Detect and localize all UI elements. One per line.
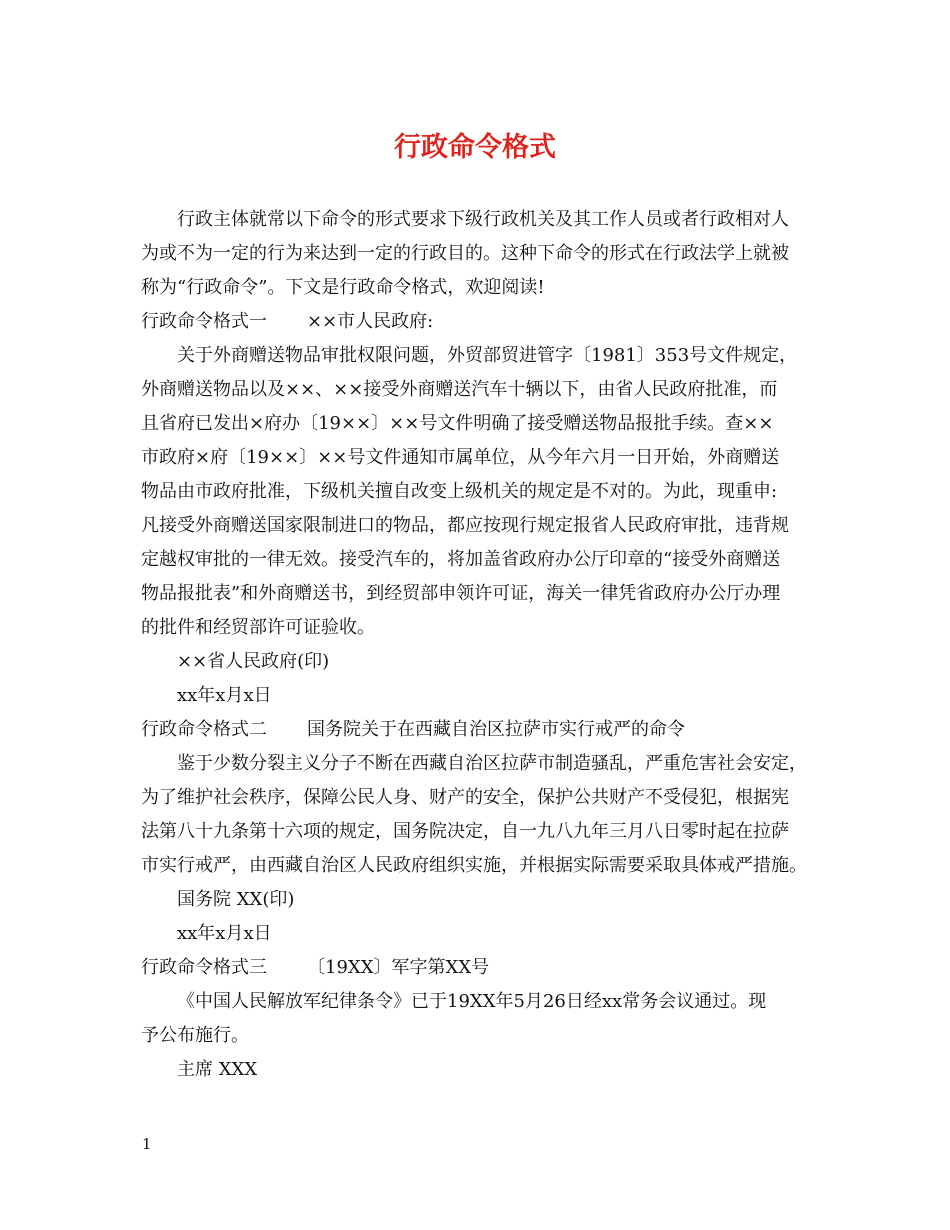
text-line: 法第八十九条第十六项的规定，国务院决定，自一九八九年三月八日零时起在拉萨 [141,821,789,842]
text-line: 予公布施行。 [141,1025,249,1046]
text-line: 定越权审批的一律无效。接受汽车的，将加盖省政府办公厅印章的“接受外商赠送 [141,549,781,570]
text-line: 称为“行政命令”。下文是行政命令格式，欢迎阅读! [141,277,545,298]
format1-body [141,339,821,645]
text-line: 行政主体就常以下命令的形式要求下级行政机关及其工作人员或者行政相对人 [177,209,789,230]
text-line: 物品由市政府批准，下级机关擅自改变上级机关的规定是不对的。为此，现重申: [141,481,778,502]
text-line: 市实行戒严，由西藏自治区人民政府组织实施，并根据实际需要采取具体戒严措施。 [141,855,807,876]
text-line: 为或不为一定的行为来达到一定的行政目的。这种下命令的形式在行政法学上就被 [141,243,789,264]
format2-body [141,747,821,883]
format3-label: 行政命令格式三 [141,957,267,978]
text-line: 物品报批表”和外商赠送书，到经贸部申领许可证，海关一律凭省政府办公厅办理 [141,583,781,604]
format1-label: 行政命令格式一 [141,311,267,332]
format3-signature: 主席 XXX [177,1059,258,1080]
text-line: 且省府已发出×府办〔19××〕××号文件明确了接受赠送物品报批手续。查×× [141,413,774,434]
format1-date: xx年x月x日 [177,685,272,706]
text-line: 为了维护社会秩序，保障公民人身、财产的安全，保护公共财产不受侵犯，根据宪 [141,787,789,808]
format2-date: xx年x月x日 [177,923,272,944]
format1-signature: ××省人民政府(印) [177,651,330,672]
text-line: 关于外商赠送物品审批权限问题，外贸部贸进管字〔1981〕353号文件规定， [177,345,798,366]
format3-heading: 〔19XX〕军字第XX号 [307,957,490,978]
format3-heading-line [141,951,821,985]
format2-heading: 国务院关于在西藏自治区拉萨市实行戒严的命令 [307,719,685,740]
document-title: 行政命令格式 [394,132,556,163]
text-line: 市政府×府〔19××〕××号文件通知市属单位，从今年六月一日开始，外商赠送 [141,447,780,468]
text-line: 《中国人民解放军纪律条令》已于19XX年5月26日经xx常务会议通过。现 [177,991,767,1012]
format1-heading: ××市人民政府: [307,311,434,332]
format2-signature: 国务院 XX(印) [177,889,295,910]
format2-label: 行政命令格式二 [141,719,267,740]
text-line: 的批件和经贸部许可证验收。 [141,617,375,638]
document-body [141,203,821,1087]
format1-heading-line [141,305,821,339]
format3-body [141,985,821,1053]
intro-paragraph [141,203,821,305]
text-line: 鉴于少数分裂主义分子不断在西藏自治区拉萨市制造骚乱，严重危害社会安定， [177,753,807,774]
page-number: 1 [142,1135,152,1153]
text-line: 外商赠送物品以及××、××接受外商赠送汽车十辆以下，由省人民政府批准，而 [141,379,778,400]
format2-heading-line [141,713,821,747]
text-line: 凡接受外商赠送国家限制进口的物品，都应按现行规定报省人民政府审批，违背规 [141,515,789,536]
